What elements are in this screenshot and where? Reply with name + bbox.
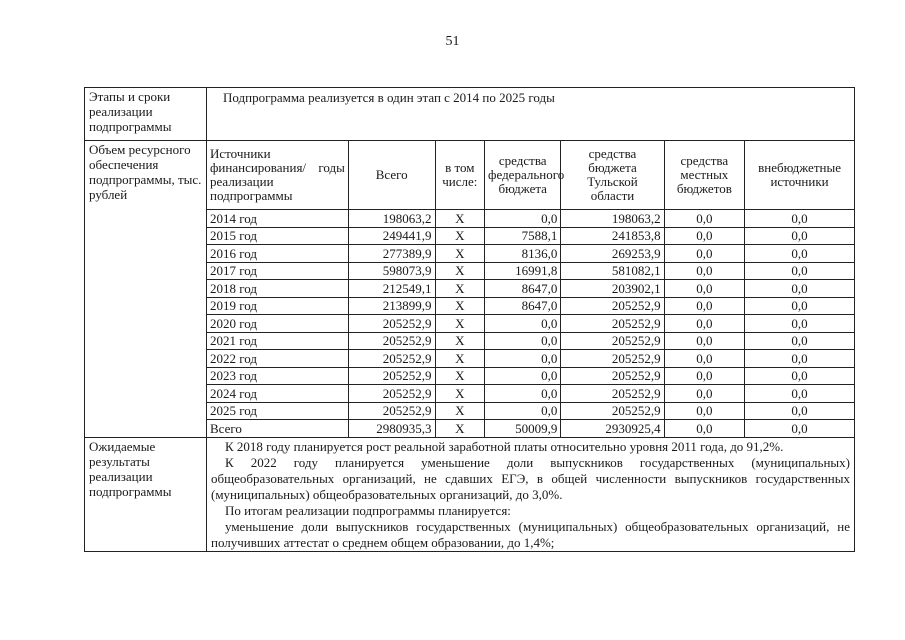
federal-cell: 8136,0 [485, 245, 561, 263]
offbudget-cell: 0,0 [745, 227, 854, 245]
year-cell: 2021 год [207, 332, 348, 350]
offbudget-cell: 0,0 [745, 297, 854, 315]
page-number: 51 [445, 34, 460, 49]
funding-table [207, 141, 854, 437]
results-paragraph: К 2018 году планируется рост реальной заработной платы относительно уровня 2011 года, до 91,2%. [225, 438, 784, 454]
year-cell: 2016 год [207, 245, 348, 263]
regional-cell: 205252,9 [561, 367, 664, 385]
table-row [207, 297, 854, 315]
year-cell: 2017 год [207, 262, 348, 280]
year-cell: 2022 год [207, 350, 348, 368]
offbudget-cell: 0,0 [745, 262, 854, 280]
table-row [207, 332, 854, 350]
offbudget-cell: 0,0 [745, 385, 854, 403]
including-cell: Х [435, 332, 485, 350]
local-cell: 0,0 [664, 385, 744, 403]
offbudget-cell: 0,0 [745, 210, 854, 228]
year-cell: 2024 год [207, 385, 348, 403]
year-cell: 2019 год [207, 297, 348, 315]
offbudget-cell: 0,0 [745, 367, 854, 385]
local-cell: 0,0 [664, 367, 744, 385]
local-cell: 0,0 [664, 315, 744, 333]
federal-cell: 8647,0 [485, 280, 561, 298]
total-cell: 205252,9 [348, 315, 435, 333]
header-federal: средства федерального бюджета [485, 141, 561, 210]
total-cell: 205252,9 [348, 402, 435, 420]
federal-cell: 0,0 [485, 315, 561, 333]
federal-cell: 8647,0 [485, 297, 561, 315]
regional-cell: 203902,1 [561, 280, 664, 298]
offbudget-cell: 0,0 [745, 350, 854, 368]
year-cell: Всего [207, 420, 348, 437]
regional-cell: 205252,9 [561, 315, 664, 333]
regional-cell: 581082,1 [561, 262, 664, 280]
header-regional: средства бюджета Тульской области [561, 141, 664, 210]
total-cell: 249441,9 [348, 227, 435, 245]
table-row [207, 385, 854, 403]
stages-label: Этапы и сроки реализации подпрограммы [85, 88, 207, 141]
local-cell: 0,0 [664, 262, 744, 280]
federal-cell: 16991,8 [485, 262, 561, 280]
stages-row [85, 88, 855, 141]
total-cell: 212549,1 [348, 280, 435, 298]
table-row [207, 350, 854, 368]
header-including: в том числе: [435, 141, 485, 210]
header-total: Всего [348, 141, 435, 210]
local-cell: 0,0 [664, 280, 744, 298]
table-row [207, 420, 854, 437]
table-row [207, 227, 854, 245]
offbudget-cell: 0,0 [745, 332, 854, 350]
including-cell: Х [435, 262, 485, 280]
stages-text: Подпрограмма реализуется в один этап с 2014 по 2025 годы [207, 88, 855, 141]
total-cell: 213899,9 [348, 297, 435, 315]
offbudget-cell: 0,0 [745, 402, 854, 420]
federal-cell: 0,0 [485, 332, 561, 350]
header-source: Источники финансирования/ годы реализации подпрограммы [207, 141, 348, 210]
year-cell: 2018 год [207, 280, 348, 298]
including-cell: Х [435, 245, 485, 263]
total-cell: 205252,9 [348, 367, 435, 385]
header-local: средства местных бюджетов [664, 141, 744, 210]
total-cell: 198063,2 [348, 210, 435, 228]
total-cell: 598073,9 [348, 262, 435, 280]
local-cell: 0,0 [664, 420, 744, 437]
regional-cell: 205252,9 [561, 297, 664, 315]
funding-row [85, 141, 855, 438]
year-cell: 2023 год [207, 367, 348, 385]
including-cell: Х [435, 350, 485, 368]
year-cell: 2025 год [207, 402, 348, 420]
offbudget-cell: 0,0 [745, 420, 854, 437]
offbudget-cell: 0,0 [745, 280, 854, 298]
table-row [207, 245, 854, 263]
funding-header-row [207, 141, 854, 210]
year-cell: 2015 год [207, 227, 348, 245]
results-paragraph: К 2022 году планируется уменьшение доли выпускников государственных (муниципальных) общеобразовательных организаций, не сдавших ЕГЭ, в общей численности выпускников государственных (муниципальных) общеобразовательных организаций, до 3,0%. [211, 454, 850, 502]
federal-cell: 0,0 [485, 210, 561, 228]
including-cell: Х [435, 227, 485, 245]
including-cell: Х [435, 420, 485, 437]
total-cell: 205252,9 [348, 350, 435, 368]
table-row [207, 280, 854, 298]
regional-cell: 205252,9 [561, 385, 664, 403]
including-cell: Х [435, 367, 485, 385]
including-cell: Х [435, 385, 485, 403]
total-cell: 277389,9 [348, 245, 435, 263]
regional-cell: 269253,9 [561, 245, 664, 263]
regional-cell: 241853,8 [561, 227, 664, 245]
local-cell: 0,0 [664, 297, 744, 315]
passport-table [84, 87, 855, 552]
local-cell: 0,0 [664, 332, 744, 350]
local-cell: 0,0 [664, 245, 744, 263]
total-cell: 205252,9 [348, 332, 435, 350]
table-row [207, 210, 854, 228]
local-cell: 0,0 [664, 210, 744, 228]
offbudget-cell: 0,0 [745, 315, 854, 333]
table-row [207, 315, 854, 333]
regional-cell: 205252,9 [561, 332, 664, 350]
results-text [207, 437, 855, 551]
federal-cell: 0,0 [485, 367, 561, 385]
regional-cell: 2930925,4 [561, 420, 664, 437]
federal-cell: 0,0 [485, 385, 561, 403]
including-cell: Х [435, 297, 485, 315]
total-cell: 205252,9 [348, 385, 435, 403]
funding-label: Объем ресурсного обеспечения подпрограммы, тыс. рублей [85, 141, 207, 438]
regional-cell: 205252,9 [561, 350, 664, 368]
results-label: Ожидаемые результаты реализации подпрограммы [85, 437, 207, 551]
federal-cell: 0,0 [485, 402, 561, 420]
header-offbudget: внебюджетные источники [745, 141, 854, 210]
federal-cell: 50009,9 [485, 420, 561, 437]
federal-cell: 0,0 [485, 350, 561, 368]
local-cell: 0,0 [664, 402, 744, 420]
results-row [85, 437, 855, 551]
results-paragraph: По итогам реализации подпрограммы планируется: [225, 502, 511, 518]
offbudget-cell: 0,0 [745, 245, 854, 263]
including-cell: Х [435, 210, 485, 228]
results-paragraph: уменьшение доли выпускников государственных (муниципальных) общеобразовательных организаций, не получивших аттестат о среднем общем образовании, до 1,4%; [211, 518, 850, 550]
regional-cell: 198063,2 [561, 210, 664, 228]
including-cell: Х [435, 280, 485, 298]
table-row [207, 402, 854, 420]
regional-cell: 205252,9 [561, 402, 664, 420]
year-cell: 2014 год [207, 210, 348, 228]
funding-cell [207, 141, 855, 438]
including-cell: Х [435, 402, 485, 420]
local-cell: 0,0 [664, 227, 744, 245]
federal-cell: 7588,1 [485, 227, 561, 245]
table-row [207, 367, 854, 385]
table-row [207, 262, 854, 280]
total-cell: 2980935,3 [348, 420, 435, 437]
year-cell: 2020 год [207, 315, 348, 333]
local-cell: 0,0 [664, 350, 744, 368]
including-cell: Х [435, 315, 485, 333]
